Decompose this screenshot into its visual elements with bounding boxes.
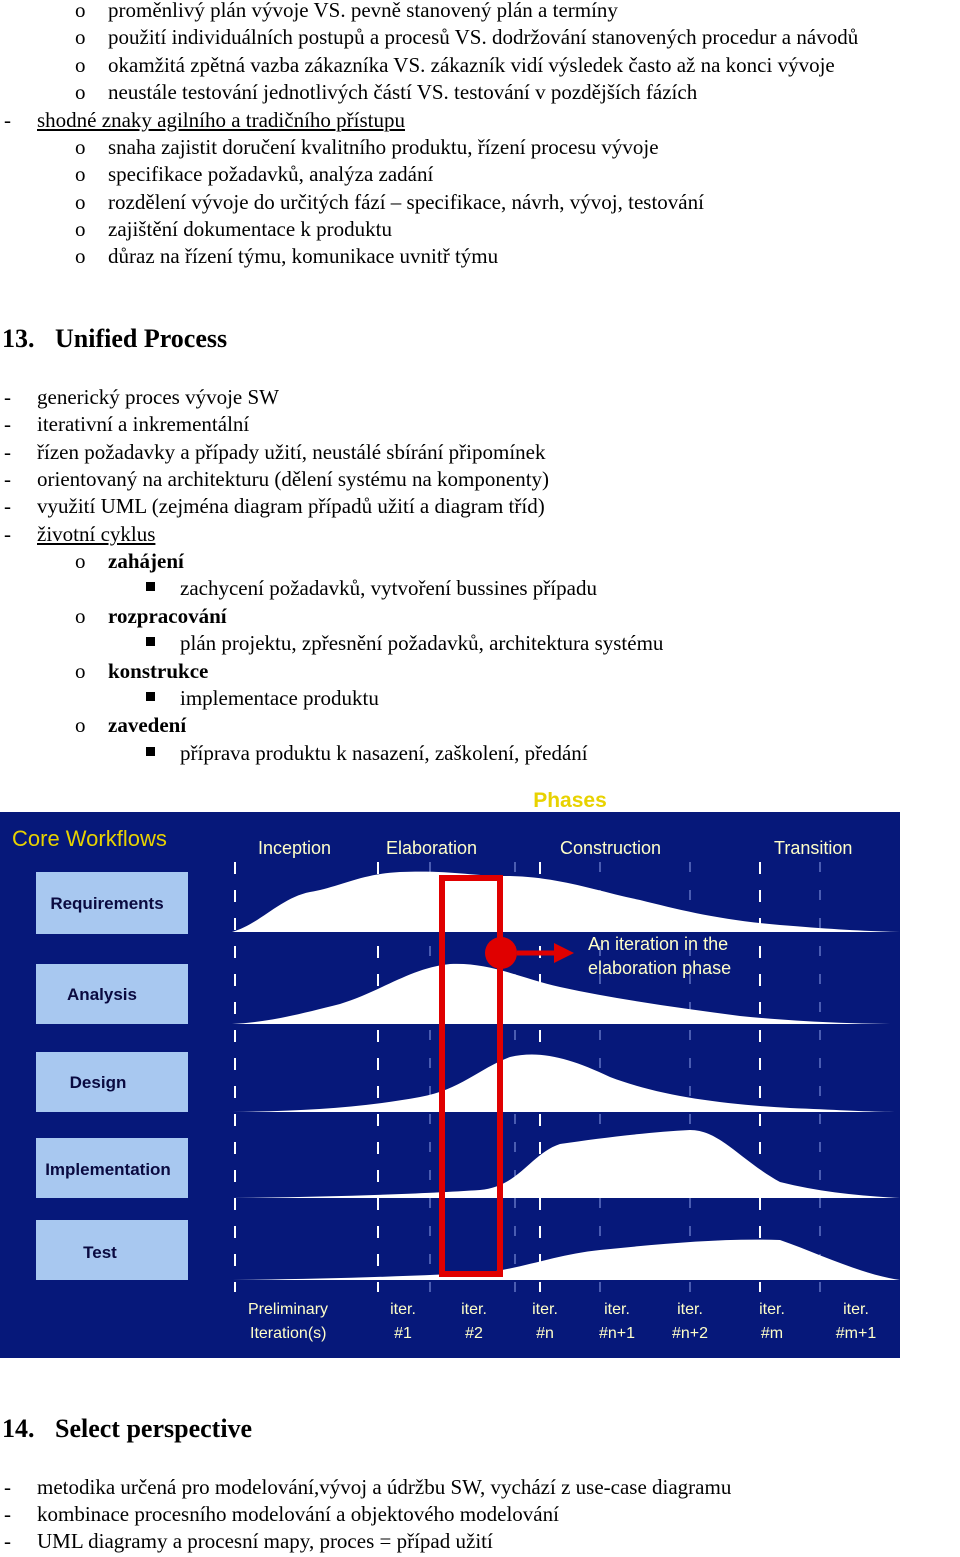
list-marker: - bbox=[4, 467, 11, 491]
list-item-text: použití individuálních postupů a procesů VS. dodržování stanovených procedur a návodů bbox=[108, 25, 859, 49]
iteration-label: #n+2 bbox=[671, 1325, 709, 1342]
square-bullet-icon bbox=[146, 637, 155, 646]
list-marker: - bbox=[4, 108, 11, 132]
workflow-label: Test bbox=[83, 1243, 117, 1262]
phase-detail-text: plán projektu, zpřesnění požadavků, architektura systému bbox=[180, 631, 664, 655]
iteration-label: iter. bbox=[532, 1301, 558, 1318]
iteration-label: Preliminary bbox=[248, 1301, 329, 1318]
phase-name: zavedení bbox=[108, 713, 187, 737]
list-item-text: proměnlivý plán vývoje VS. pevně stanovený plán a termíny bbox=[108, 0, 618, 22]
iteration-label: iter. bbox=[843, 1301, 869, 1318]
phase-label-construction: Construction bbox=[560, 838, 662, 858]
core-workflows-title: Core Workflows bbox=[12, 826, 167, 851]
annotation-line-1: An iteration in the bbox=[588, 934, 729, 954]
workflow-label: Requirements bbox=[50, 894, 164, 913]
list-marker: o bbox=[75, 0, 86, 22]
unified-process-figure bbox=[0, 792, 900, 1358]
list-item-text: generický proces vývoje SW bbox=[37, 385, 280, 409]
phase-name: konstrukce bbox=[108, 659, 209, 683]
iteration-label: #m bbox=[760, 1325, 784, 1342]
list-marker: - bbox=[4, 1502, 11, 1526]
list-item-text: kombinace procesního modelování a objektového modelování bbox=[37, 1502, 559, 1526]
list-marker: - bbox=[4, 1529, 11, 1553]
list-item-text: snaha zajistit doručení kvalitního produktu, řízení procesu vývoje bbox=[108, 135, 659, 159]
iteration-label: iter. bbox=[461, 1301, 487, 1318]
iteration-label: #m+1 bbox=[835, 1325, 877, 1342]
phase-label-transition: Transition bbox=[774, 838, 853, 858]
figure-top-band bbox=[0, 792, 900, 812]
list-item-text: okamžitá zpětná vazba zákazníka VS. zákazník vidí výsledek často až na konci vývoje bbox=[108, 53, 835, 77]
list-item-text: využití UML (zejména diagram případů užití a diagram tříd) bbox=[37, 494, 545, 518]
list-marker: o bbox=[75, 549, 86, 573]
list-item-text: specifikace požadavků, analýza zadání bbox=[108, 162, 434, 186]
section-number: 13. bbox=[2, 324, 35, 353]
phase-detail-text: implementace produktu bbox=[180, 686, 379, 710]
list-item-text: UML diagramy a procesní mapy, proces = případ užití bbox=[37, 1529, 493, 1553]
lifecycle-heading: životní cyklus bbox=[37, 522, 156, 546]
iteration-label: iter. bbox=[677, 1301, 703, 1318]
list-marker: o bbox=[75, 713, 86, 737]
list-marker: o bbox=[75, 217, 86, 241]
list-marker: o bbox=[75, 135, 86, 159]
list-marker: o bbox=[75, 25, 86, 49]
list-item-text: orientovaný na architekturu (dělení systému na komponenty) bbox=[37, 467, 550, 491]
list-marker: - bbox=[4, 440, 11, 464]
list-item-text: řízen požadavky a případy užití, neustálé sbírání připomínek bbox=[37, 440, 546, 464]
list-marker: o bbox=[75, 80, 86, 104]
iteration-label: Iteration(s) bbox=[250, 1325, 327, 1342]
section-title: Select perspective bbox=[55, 1414, 253, 1443]
phases-title: Phases bbox=[533, 792, 607, 812]
square-bullet-icon bbox=[146, 692, 155, 701]
list-item-text: metodika určená pro modelování,vývoj a údržbu SW, vychází z use-case diagramu bbox=[37, 1475, 732, 1499]
list-marker: - bbox=[4, 494, 11, 518]
workflow-label: Design bbox=[69, 1073, 127, 1092]
phase-label-elaboration: Elaboration bbox=[386, 838, 478, 858]
square-bullet-icon bbox=[146, 747, 155, 756]
phase-detail-text: příprava produktu k nasazení, zaškolení, předání bbox=[180, 741, 588, 765]
list-marker: - bbox=[4, 522, 11, 546]
list-marker: o bbox=[75, 244, 86, 268]
section-number: 14. bbox=[2, 1414, 35, 1443]
list-marker: o bbox=[75, 162, 86, 186]
square-bullet-icon bbox=[146, 582, 155, 591]
list-item-text: neustále testování jednotlivých částí VS. testování v pozdějších fázích bbox=[108, 80, 698, 104]
iteration-label: #n bbox=[536, 1325, 554, 1342]
list-marker: o bbox=[75, 190, 86, 214]
list-marker: - bbox=[4, 412, 11, 436]
list-marker: o bbox=[75, 604, 86, 628]
section-title: Unified Process bbox=[55, 324, 228, 353]
iteration-label: #2 bbox=[465, 1325, 483, 1342]
list-item-text: rozdělení vývoje do určitých fází – specifikace, návrh, vývoj, testování bbox=[108, 190, 704, 214]
section-heading bbox=[2, 1414, 253, 1444]
iteration-marker-icon bbox=[485, 937, 517, 969]
phase-label-inception: Inception bbox=[258, 838, 332, 858]
list-item-text: důraz na řízení týmu, komunikace uvnitř týmu bbox=[108, 244, 499, 268]
workflow-label: Implementation bbox=[45, 1160, 171, 1179]
iteration-label: iter. bbox=[604, 1301, 630, 1318]
annotation-line-2: elaboration phase bbox=[588, 958, 732, 978]
list-marker: o bbox=[75, 659, 86, 683]
phase-detail-text: zachycení požadavků, vytvoření bussines případu bbox=[180, 576, 597, 600]
iteration-label: #1 bbox=[394, 1325, 412, 1342]
iteration-label: iter. bbox=[390, 1301, 416, 1318]
list-marker: o bbox=[75, 53, 86, 77]
list-item-text: iterativní a inkrementální bbox=[37, 412, 250, 436]
iteration-label: #n+1 bbox=[598, 1325, 636, 1342]
list-marker: - bbox=[4, 385, 11, 409]
list-item-text: zajištění dokumentace k produktu bbox=[108, 217, 393, 241]
shared-traits-heading: shodné znaky agilního a tradičního přístupu bbox=[37, 108, 406, 132]
phase-name: zahájení bbox=[108, 549, 184, 573]
phase-name: rozpracování bbox=[108, 604, 227, 628]
list-marker: - bbox=[4, 1475, 11, 1499]
workflow-label: Analysis bbox=[67, 985, 137, 1004]
section-heading bbox=[2, 324, 228, 354]
iteration-label: iter. bbox=[759, 1301, 785, 1318]
